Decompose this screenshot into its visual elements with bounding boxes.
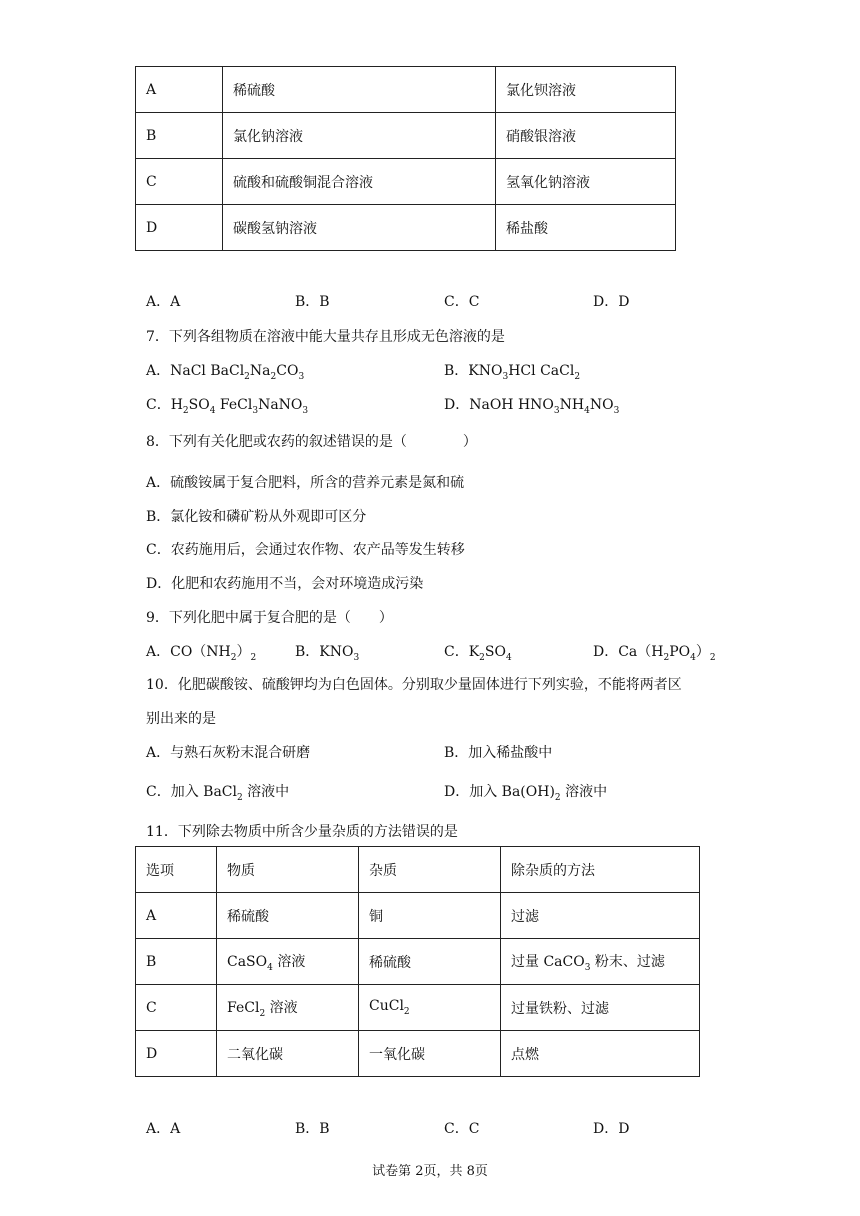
table-row [136, 893, 700, 939]
q8-option-b[interactable]: B．氯化铵和磷矿粉从外观即可区分 [146, 509, 367, 525]
option-a[interactable]: A．A [146, 294, 181, 310]
q8-stem: 8．下列有关化肥或农药的叙述错误的是（ ） [146, 434, 477, 450]
table-cell: 一氧化碳 [359, 1031, 501, 1077]
table-cell: 稀盐酸 [496, 205, 676, 251]
table-cell: B [136, 939, 217, 985]
q11-options [146, 1118, 742, 1138]
q7-option-b[interactable]: B．$KNO_3HCl$ CaCl$_2$ [444, 363, 581, 382]
table-row [136, 113, 676, 159]
table-cell: 稀硫酸 [223, 67, 496, 113]
table-cell: 过滤 [501, 893, 700, 939]
table-row [136, 939, 700, 985]
option-d[interactable]: D．D [593, 294, 630, 310]
option-b[interactable]: B．B [295, 1121, 330, 1137]
table-cell: 稀硫酸 [217, 893, 359, 939]
option-c[interactable]: C．C [444, 1121, 480, 1137]
table-cell: 稀硫酸 [359, 939, 501, 985]
table-cell: 硝酸银溶液 [496, 113, 676, 159]
table-cell: A [136, 67, 223, 113]
table-cell: 过量 CaCO$_3$ 粉末、过滤 [501, 939, 700, 985]
table-cell: C [136, 159, 223, 205]
q9-option-b[interactable]: B．$KNO_3$ [295, 644, 360, 663]
q8-option-a[interactable]: A．硫酸铵属于复合肥料，所含的营养元素是氮和硫 [146, 475, 465, 491]
table-cell: 碳酸氢钠溶液 [223, 205, 496, 251]
q10-option-d[interactable]: D．加入 $Ba(OH)_2$ 溶液中 [444, 784, 608, 803]
table-cell: 过量铁粉、过滤 [501, 985, 700, 1031]
option-b[interactable]: B．B [295, 294, 330, 310]
table-header-cell: 除杂质的方法 [501, 847, 700, 893]
q8-option-c[interactable]: C．农药施用后，会通过农作物、农产品等发生转移 [146, 542, 465, 558]
table-row [136, 159, 676, 205]
table-cell: 铜 [359, 893, 501, 939]
table-header-cell: 选项 [136, 847, 217, 893]
table-cell: A [136, 893, 217, 939]
table-row [136, 67, 676, 113]
table-cell: 硫酸和硫酸铜混合溶液 [223, 159, 496, 205]
q7-option-a[interactable]: A．NaCl $BaCl_2Na_2CO_3$ [146, 363, 305, 382]
q9-stem: 9．下列化肥中属于复合肥的是（ ） [146, 610, 393, 626]
q7-option-d[interactable]: D．NaOH $HNO_3NH_4NO_3$ [444, 397, 620, 416]
impurity-table [135, 846, 700, 1077]
table-cell: CuCl$_2$ [359, 985, 501, 1031]
q6-options [146, 291, 742, 311]
table-cell: 点燃 [501, 1031, 700, 1077]
table-row [136, 985, 700, 1031]
table-cell: 氯化钠溶液 [223, 113, 496, 159]
table-cell: 氯化钡溶液 [496, 67, 676, 113]
table-cell: B [136, 113, 223, 159]
table-cell: 氢氧化钠溶液 [496, 159, 676, 205]
table-cell: CaSO$_4$ 溶液 [217, 939, 359, 985]
q10-option-b[interactable]: B．加入稀盐酸中 [444, 745, 553, 761]
table-cell: C [136, 985, 217, 1031]
table-row [136, 1031, 700, 1077]
q9-option-c[interactable]: C．$K_2SO_4$ [444, 644, 512, 663]
page-footer: 试卷第 2页，共 8页 [372, 1164, 488, 1179]
q8-option-d[interactable]: D．化肥和农药施用不当，会对环境造成污染 [146, 576, 424, 592]
reagent-table [135, 66, 676, 251]
q9-option-d[interactable]: D．$Ca(H_2PO_4)_2$ [593, 644, 716, 663]
table-row [136, 847, 700, 893]
q10-stem-line2: 别出来的是 [146, 711, 216, 727]
table-cell: 二氧化碳 [217, 1031, 359, 1077]
table-header-cell: 物质 [217, 847, 359, 893]
q10-stem-line1: 10．化肥碳酸铵、硫酸钾均为白色固体。分别取少量固体进行下列实验，不能将两者区 [146, 677, 682, 693]
q9-option-a[interactable]: A．$CO(NH_2)_2$ [146, 644, 257, 663]
q7-option-c[interactable]: C．$H_2SO_4$ FeCl$_3$NaNO$_3$ [146, 397, 309, 416]
q7-stem: 7．下列各组物质在溶液中能大量共存且形成无色溶液的是 [146, 329, 505, 345]
option-d[interactable]: D．D [593, 1121, 630, 1137]
q10-option-c[interactable]: C．加入 BaCl$_2$ 溶液中 [146, 784, 290, 803]
option-c[interactable]: C．C [444, 294, 480, 310]
option-a[interactable]: A．A [146, 1121, 181, 1137]
q11-stem: 11．下列除去物质中所含少量杂质的方法错误的是 [146, 824, 458, 840]
table-row [136, 205, 676, 251]
table-header-cell: 杂质 [359, 847, 501, 893]
q10-option-a[interactable]: A．与熟石灰粉末混合研磨 [146, 745, 311, 761]
table-cell: D [136, 1031, 217, 1077]
table-cell: FeCl$_2$ 溶液 [217, 985, 359, 1031]
table-cell: D [136, 205, 223, 251]
